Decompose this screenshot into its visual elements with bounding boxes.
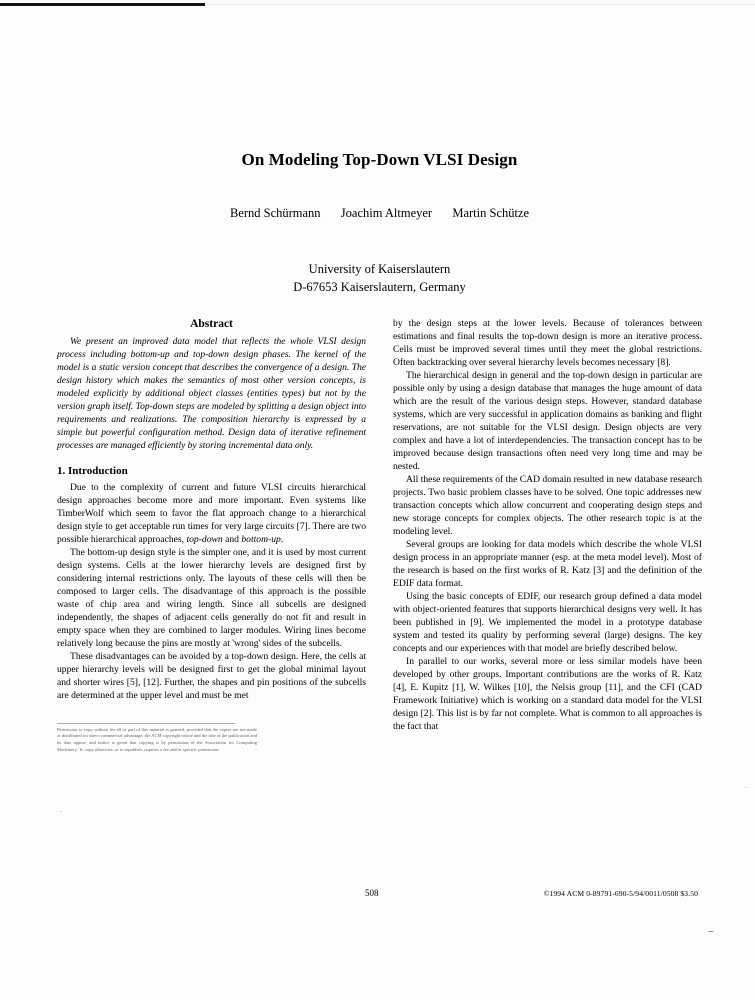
abstract-heading: Abstract — [190, 318, 233, 331]
paragraph: The hierarchical design in general and the top-down design in particular are possible only by using a design database that manages the huge amount of data which are the result of the various design steps. However, standard database systems, which are very successful in application domains as banking and flight reservations, are not suitable for the VLSI design. Design objects are very complex and have a lot of interdependencies. The transaction concept has to be improved because design transactions often need very long time and may be nested. — [393, 370, 702, 473]
author-name: Martin Schütze — [452, 206, 530, 220]
page-title: On Modeling Top-Down VLSI Design — [241, 150, 518, 169]
author-name: Joachim Altmeyer — [340, 206, 433, 220]
scan-speck-artifact: . — [60, 806, 61, 814]
section-heading-introduction: 1. Introduction — [57, 464, 128, 477]
right-column — [393, 318, 702, 754]
paragraph: by the design steps at the lower levels. Because of tolerances between estimations and final results the top-down design is more an iterative process. Cells must be improved several times until they meet the global restrictions. Often backtracking over several hierarchy levels becomes necessary [8]. — [393, 318, 702, 369]
affiliation-address: D-67653 Kaiserslautern, Germany — [293, 280, 466, 295]
acm-copyright-line: ©1994 ACM 0-89791-690-5/94/0011/0508 $3.50 — [543, 889, 698, 898]
paragraph: In parallel to our works, several more or less similar models have been developed by other groups. Important contributions are the works of R. Katz [4], E. Kupitz [1], W. Wilkes [10], the Nelsis group [11], and the CFI (CAD Framework Initiative) which is working on a standard data model for the VLSI design [2]. This list is by far not complete. What is common to all approaches is the fact that — [393, 655, 702, 732]
left-column — [57, 318, 366, 754]
page-number: 508 — [365, 888, 379, 898]
scan-speck-artifact: -- — [708, 926, 713, 937]
paragraph: The bottom-up design style is the simpler one, and it is used by most current design systems. Cells at the lower hierarchy levels are designed first by considering internal restrictions only. The layouts of these cells will then be composed to larger cells. The disadvantage of this approach is the possible waste of chip area and wiring length. Since all subcells are designed independently, the shapes of adjacent cells generally do not fit and result in empty space when they are combined to larger modules. Wiring lines become relatively long because the pins are mostly at 'wrong' sides of the subcells. — [57, 546, 366, 649]
author-list — [57, 206, 702, 221]
paragraph: Using the basic concepts of EDIF, our research group defined a data model with object-oriented features that supports hierarchical designs very well. It has been published in [9]. We implemented the model in a prototype database system and tested its quality by performing several (large) designs. The key concepts and our experiences with that model are briefly described below. — [393, 590, 702, 654]
two-column-body — [57, 318, 702, 754]
paragraph: Several groups are looking for data models which describe the whole VLSI design process in an appropriate manner (esp. at the meta model level). Most of the research is based on the first works of R. Katz [3] and the definition of the EDIF data format. — [393, 538, 702, 589]
abstract-text: We present an improved data model that reflects the whole VLSI design process including bottom-up and top-down design phases. The kernel of the model is a static version concept that describes the convergence of a design. The design history which makes the semantics of most other version concepts, is modeled explicitly by additional object classes (entities types) but not by the version graph itself. Top-down steps are modeled by splitting a design object into requirements and realizations. The composition hierarchy is expressed by a simple but powerful configuration method. Design data of iterative refinement processes are managed efficiently by storing incremental data only. — [57, 337, 366, 451]
paragraph: All these requirements of the CAD domain resulted in new database research projects. Two basic problem classes have to be solved. One topic addresses new transaction concepts which allow concurrent and cooperating design steps and new storage concepts for complex objects. The other research topic is at the modeling level. — [393, 474, 702, 537]
author-name: Bernd Schürmann — [229, 206, 321, 220]
affiliation-block — [57, 260, 702, 296]
paragraph: These disadvantages can be avoided by a top-down design. Here, the cells at upper hierarchy levels will be designed first to get the global minimal layout and shorter wires [5], [12]. Further, the shapes and pin positions of the subcells are determined at the upper level and must be met — [57, 650, 366, 701]
paragraph: Due to the complexity of current and future VLSI circuits hierarchical design approaches become more and more important. Even systems like TimberWolf which seem to favor the flat approach change to a hierarchical design style to get acceptable run times for very large circuits [7]. There are two possible hierarchical approaches, top-down and bottom-up. — [57, 481, 366, 545]
affiliation-university: University of Kaiserslautern — [308, 262, 451, 276]
scan-speck-artifact: . — [745, 782, 746, 790]
page-content — [57, 0, 702, 754]
copyright-rule — [57, 723, 235, 724]
copyright-notice-text: Permission to copy without fee all or part of this material is granted, provided that the copies are not made or distributed for direct commercial advantage, the ACM copyright notice and the title of the publication and its date appear, and notice is given that copying is by permission of the Association for Computing Machinery. To copy otherwise, or to republish, requires a fee and/or specific permission. — [57, 726, 257, 753]
copyright-notice — [57, 723, 257, 755]
